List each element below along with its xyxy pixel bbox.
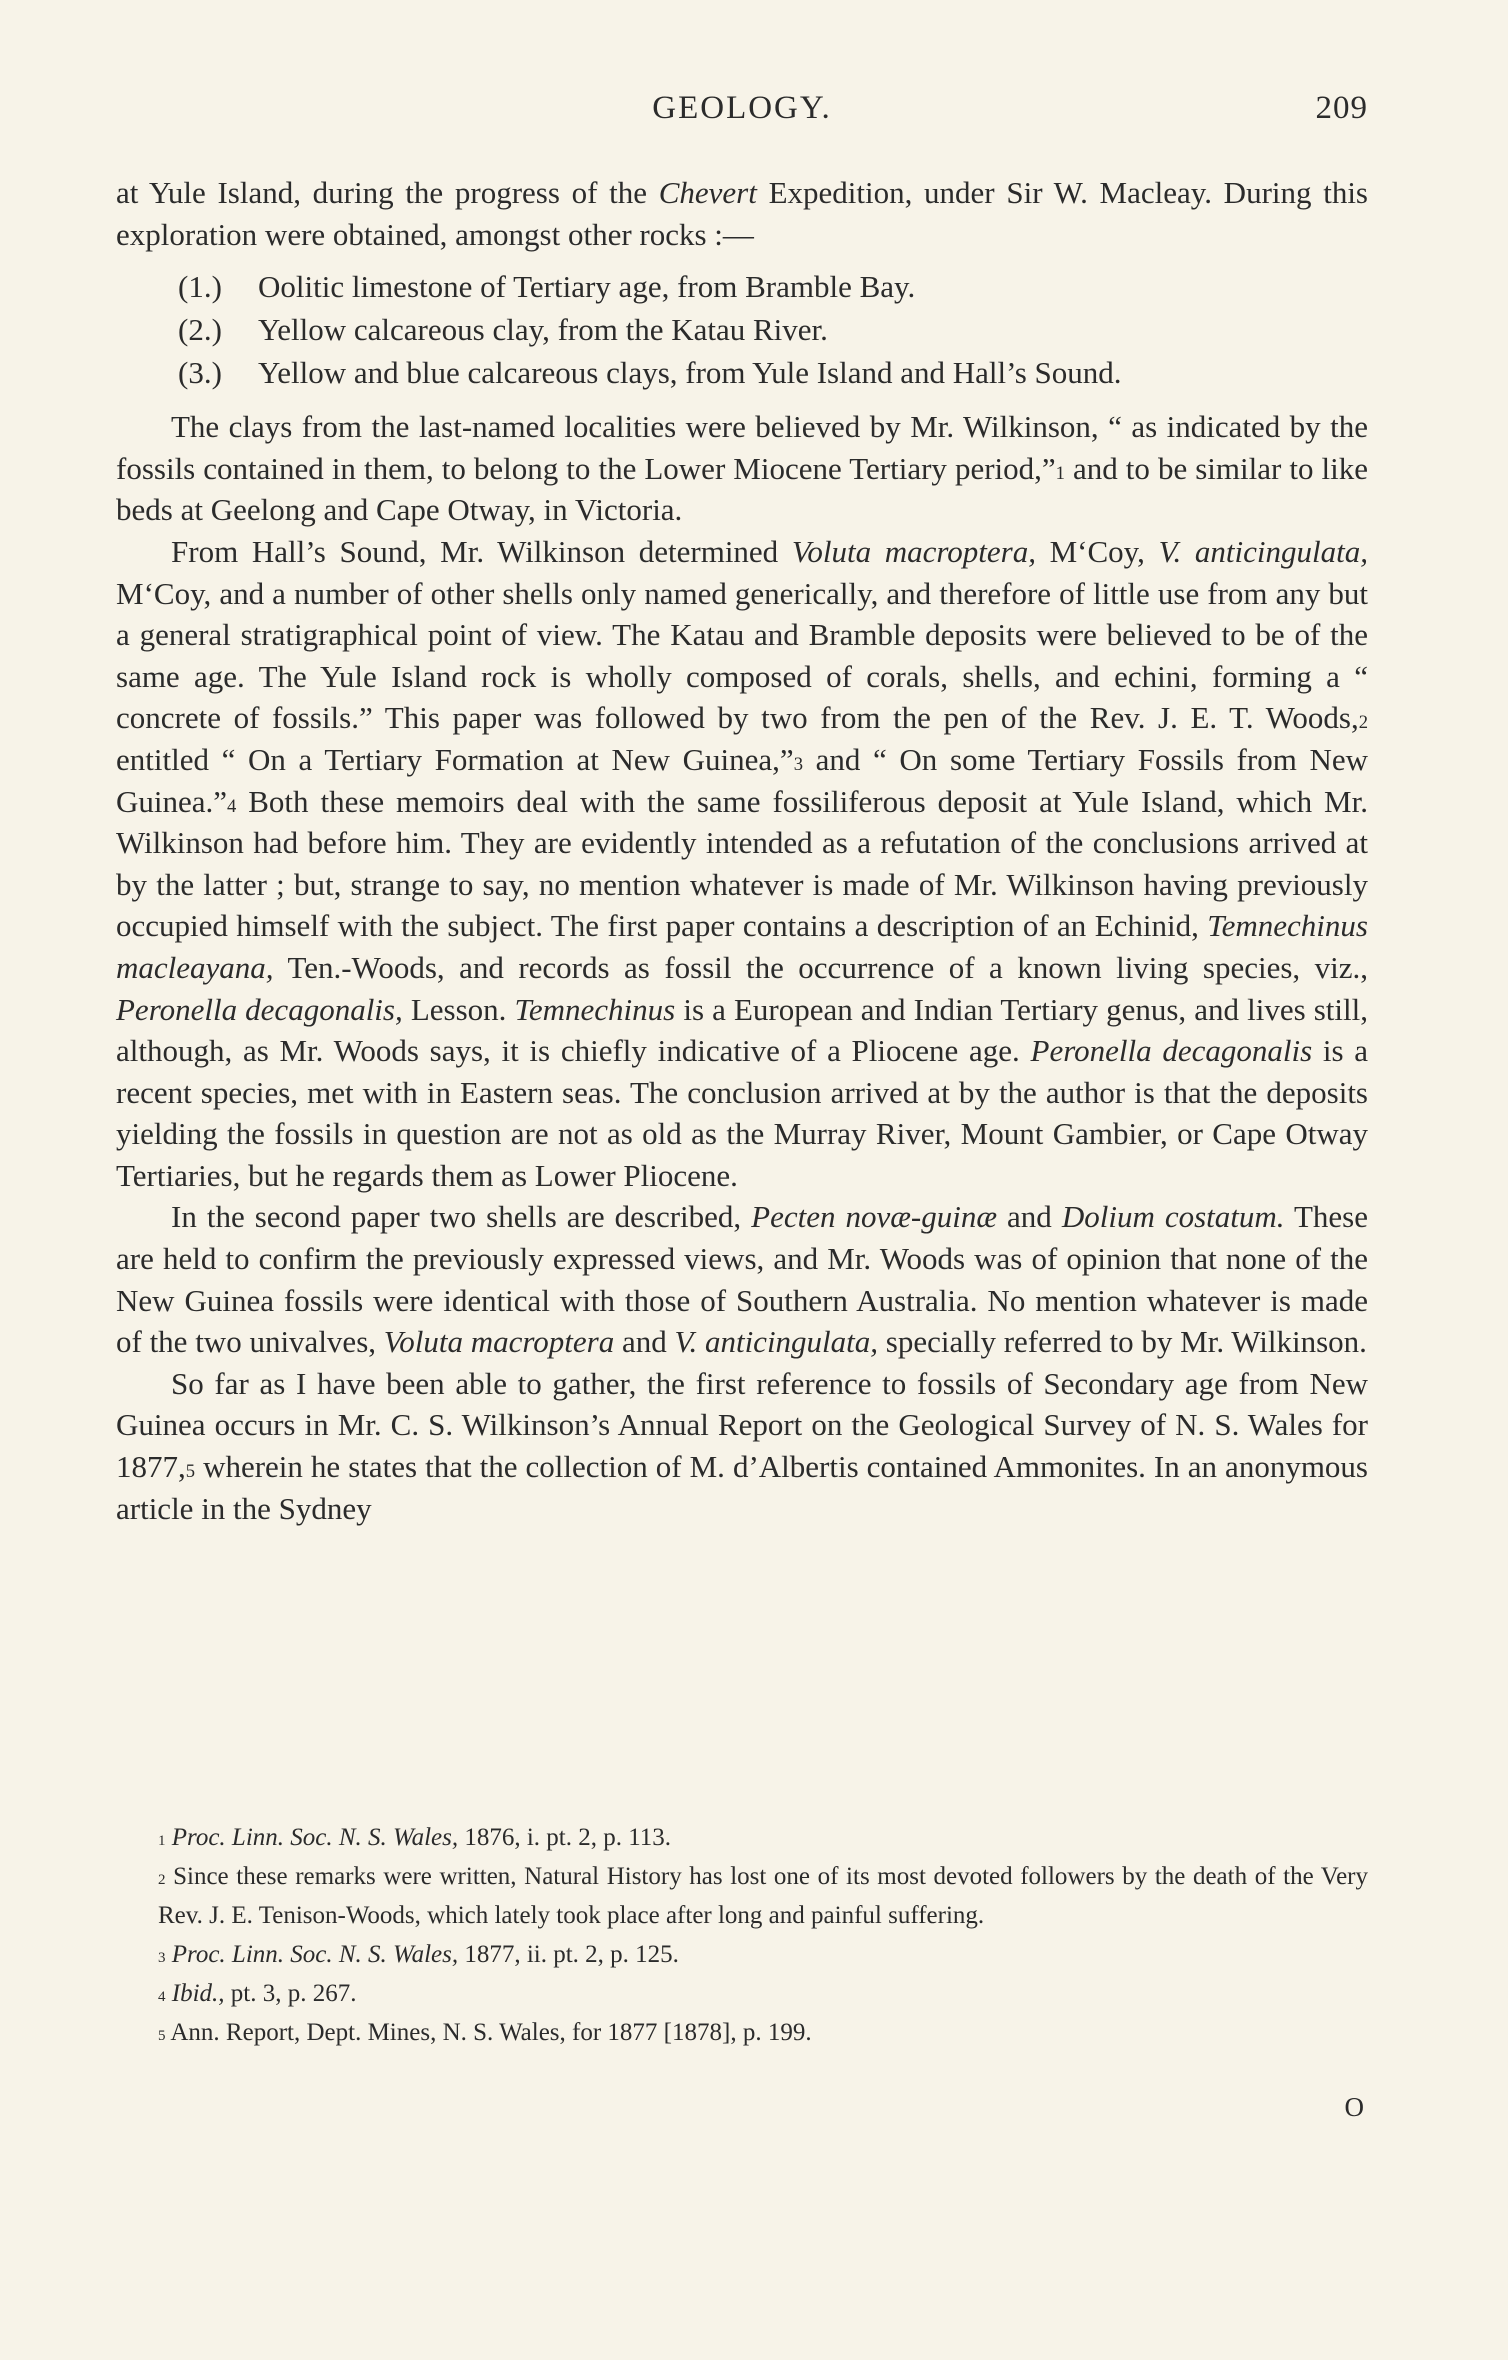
footnote-ref: 4 (227, 795, 237, 817)
footnotes (116, 1818, 1368, 2052)
signature-mark: O (1344, 2092, 1364, 2122)
list-item: (3.) Yellow and blue calcareous clays, from Yule Island and Hall’s Sound. (178, 355, 1122, 391)
paragraph-4: In the second paper two shells are described, Pecten novæ-guinæ and Dolium costatum. These are held to confirm the previously expressed views, and Mr. Woods was of opinion that none of the New Guinea fossils were identical with those of Southern Australia. No mention whatever is made of the two univalves, Voluta macroptera and V. anticingulata, specially referred to by Mr. Wilkinson. (116, 1199, 1368, 1360)
footnote-ref: 2 (1358, 712, 1368, 734)
ship-name: Chevert (658, 175, 757, 210)
paragraph-1: at Yule Island, during the progress of the Chevert Expedition, under Sir W. Macleay. During this exploration were obtained, amongst other rocks :— (116, 175, 1368, 252)
footnote-ref: 3 (793, 753, 803, 775)
footnote-ref: 5 (185, 1461, 196, 1483)
page-number: 209 (1315, 90, 1368, 126)
running-head (116, 90, 1368, 134)
footnote-1: $^1$ Proc. Linn. Soc. N. S. Wales, 1876, i. pt. 2, p. 113. (158, 1824, 672, 1851)
rock-list (116, 265, 1368, 394)
paragraph-5: So far as I have been able to gather, the first reference to fossils of Secondary age from New Guinea occurs in Mr. C. S. Wilkinson’s Annual Report on the Geological Survey of N. S. Wales for 1877,$^5$ wherein he states that the collection of M. d’Albertis contained Ammonites. In an anonymous article in the Sydney (116, 1365, 1368, 1526)
page-title: GEOLOGY. (652, 90, 832, 126)
footnote-5: $^5$ Ann. Report, Dept. Mines, N. S. Wales, for 1877 [1878], p. 199. (158, 2019, 812, 2046)
footnote-4: $^4$ Ibid., pt. 3, p. 267. (158, 1980, 357, 2007)
footnote-3: $^3$ Proc. Linn. Soc. N. S. Wales, 1877, ii. pt. 2, p. 125. (158, 1941, 679, 1968)
paragraph-3: From Hall’s Sound, Mr. Wilkinson determined Voluta macroptera, M‘Coy, V. anticingulata, M‘Coy, and a number of other shells only named generically, and therefore of little use from any but a general stratigraphical point of view. The Katau and Bramble deposits were believed to be of the same age. The Yule Island rock is wholly composed of corals, shells, and echini, forming a “ concrete of fossils.” This paper was followed by two from the pen of the Rev. J. E. T. Woods,$^2$ entitled “ On a Tertiary Formation at New Guinea,”$^3$ and “ On some Tertiary Fossils from New Guinea.”$^4$ Both these memoirs deal with the same fossiliferous deposit at Yule Island, which Mr. Wilkinson had before him. They are evidently intended as a refutation of the conclusions arrived at by the latter ; but, strange to say, no mention whatever is made of Mr. Wilkinson having previously occupied himself with the subject. The first paper contains a description of an Echinid, Temnechinus macleayana, Ten.-Woods, and records as fossil the occurrence of a known living species, viz., Peronella decagonalis, Lesson. Temnechinus is a European and Indian Tertiary genus, and lives still, although, as Mr. Woods says, it is chiefly indicative of a Pliocene age. Peronella decagonalis is a recent species, met with in Eastern seas. The conclusion arrived at by the author is that the deposits yielding the fossils in question are not as old as the Murray River, Mount Gambier, or Cape Otway Tertiaries, but he regards them as Lower Pliocene. (116, 533, 1369, 1193)
footnote-ref: 1 (1055, 462, 1065, 484)
footnote-2: $^2$ Since these remarks were written, Natural History has lost one of its most devoted followers by the death of the Very Rev. J. E. Tenison-Woods, which lately took place after long and painful suffering. (158, 1863, 1369, 1929)
body-text (116, 172, 1368, 1529)
paragraph-2: The clays from the last-named localities were believed by Mr. Wilkinson, “ as indicated by the fossils contained in them, to belong to the Lower Miocene Tertiary period,”$^1$ and to be similar to like beds at Geelong and Cape Otway, in Victoria. (116, 409, 1369, 528)
list-item: (1.) Oolitic limestone of Tertiary age, from Bramble Bay. (178, 269, 916, 305)
list-item: (2.) Yellow calcareous clay, from the Katau River. (178, 312, 828, 348)
